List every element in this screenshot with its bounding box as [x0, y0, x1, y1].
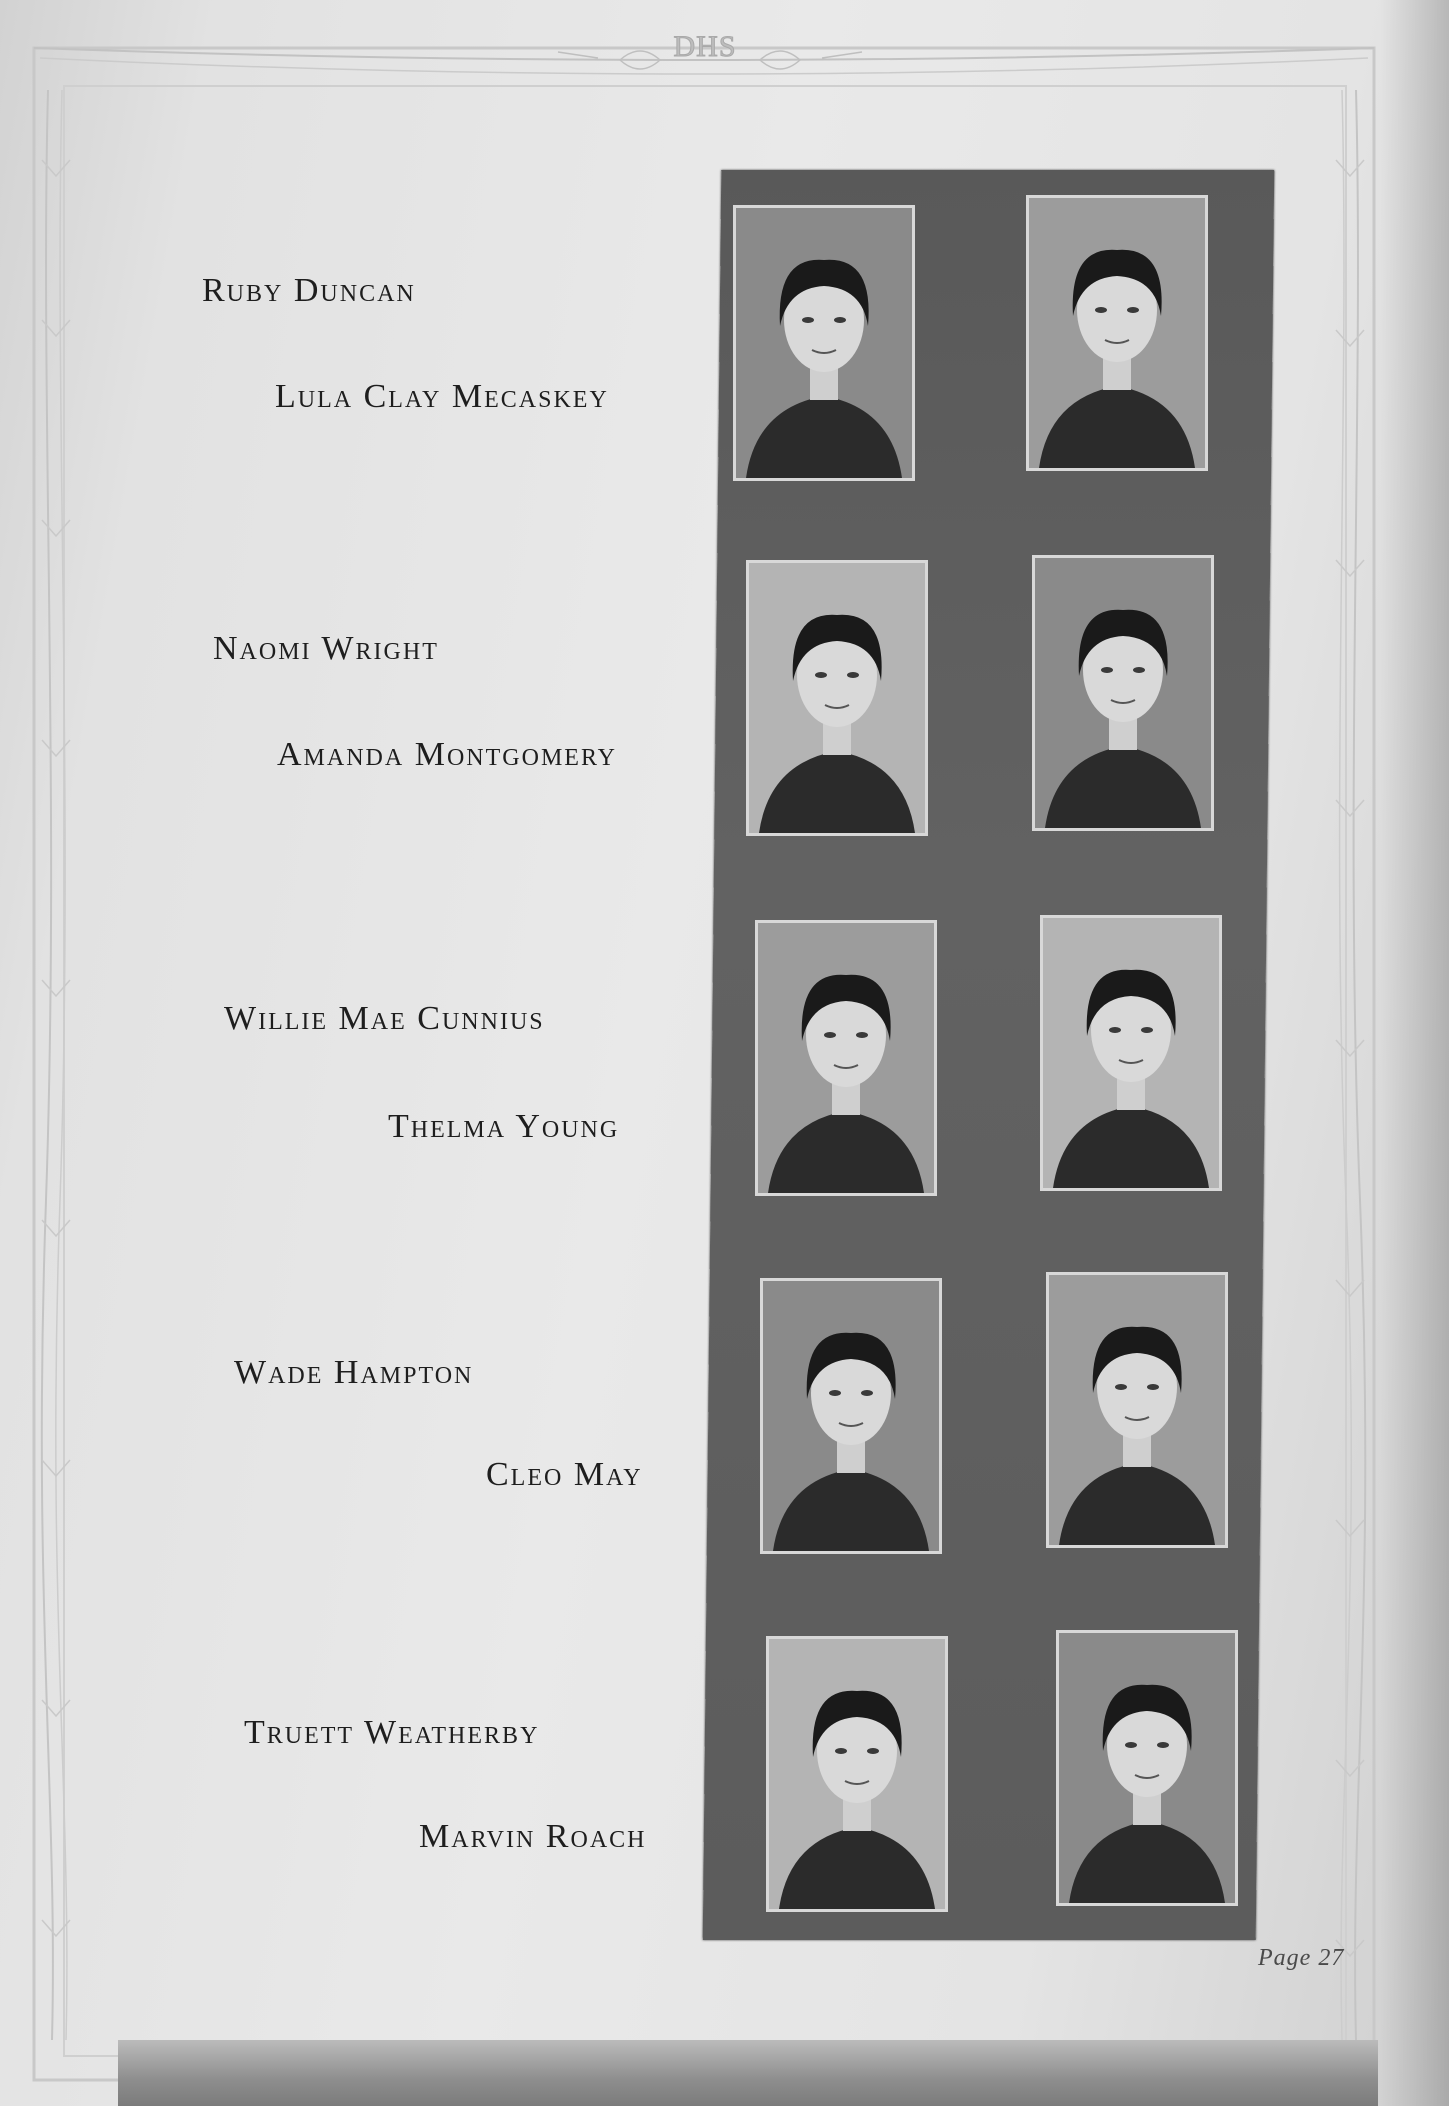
student-name: Marvin Roach	[419, 1818, 647, 1855]
portrait-photo	[766, 1636, 948, 1912]
portrait-silhouette	[1043, 918, 1219, 1188]
portrait-silhouette	[1049, 1275, 1225, 1545]
portrait-photo	[1032, 555, 1214, 831]
student-name-list	[0, 0, 700, 2106]
portrait-photo	[1040, 915, 1222, 1191]
student-name: Naomi Wright	[213, 630, 439, 667]
portrait-photo	[1056, 1630, 1238, 1906]
page-number: Page 27	[1258, 1945, 1345, 1971]
student-name: Lula Clay Mecaskey	[275, 378, 609, 415]
school-monogram: DHS	[673, 30, 737, 63]
portrait-photo	[755, 920, 937, 1196]
portrait-photo	[1026, 195, 1208, 471]
portrait-silhouette	[1029, 198, 1205, 468]
portrait-silhouette	[758, 923, 934, 1193]
portrait-photo	[1046, 1272, 1228, 1548]
student-name: Thelma Young	[388, 1108, 620, 1145]
student-name: Willie Mae Cunnius	[224, 1000, 545, 1037]
portrait-silhouette	[736, 208, 912, 478]
portrait-silhouette	[749, 563, 925, 833]
portrait-silhouette	[769, 1639, 945, 1909]
portrait-photo	[746, 560, 928, 836]
student-name: Cleo May	[486, 1456, 643, 1493]
portrait-silhouette	[1035, 558, 1211, 828]
portrait-photo	[760, 1278, 942, 1554]
portrait-silhouette	[1059, 1633, 1235, 1903]
portrait-photo	[733, 205, 915, 481]
bottom-edge-shadow	[118, 2040, 1378, 2106]
student-name: Wade Hampton	[234, 1354, 474, 1391]
student-name: Ruby Duncan	[202, 272, 416, 309]
student-name: Amanda Montgomery	[277, 736, 617, 773]
portrait-silhouette	[763, 1281, 939, 1551]
student-name: Truett Weatherby	[244, 1714, 540, 1751]
